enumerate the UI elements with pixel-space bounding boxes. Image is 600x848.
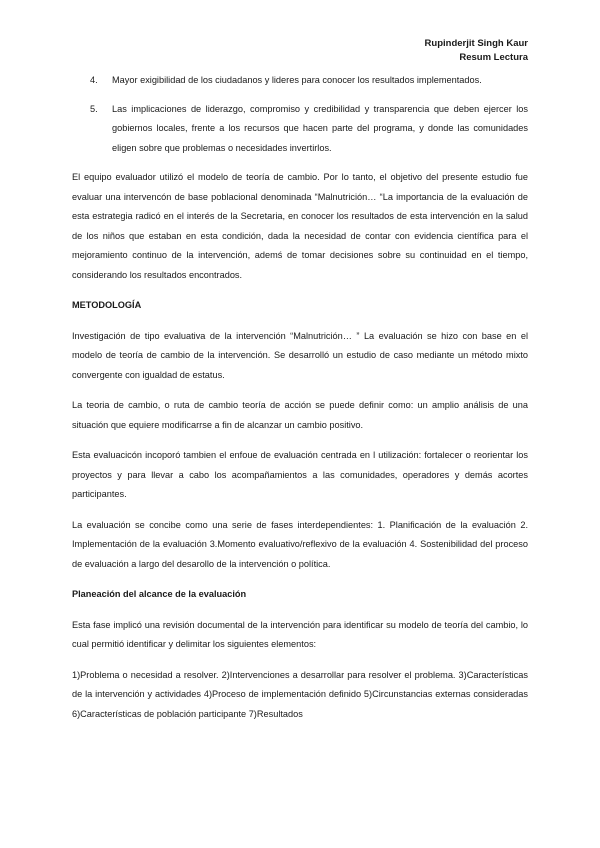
methodology-paragraph: Investigación de tipo evaluativa de la intervención “Malnutrición… ” La evaluación se hizo con base en el modelo de teoría de cambio de la intervención. Se desarrolló un estudio de caso mediante un método mixto convergente con igualdad de estatus. — [72, 330, 528, 380]
methodology-paragraph: La teoria de cambio, o ruta de cambio teoría de acción se puede definir como: un amplio análisis de una situación que equiere modificarrse a fin de alcanzar un cambio positivo. — [72, 400, 528, 430]
page-header — [425, 37, 528, 65]
list-item — [72, 71, 528, 91]
numbered-list — [72, 71, 528, 158]
list-item — [72, 100, 528, 159]
planning-heading: Planeación del alcance de la evaluación — [72, 589, 247, 599]
document-body — [72, 71, 528, 735]
planning-paragraph: Esta fase implicó una revisión documental de la intervención para identificar su modelo de teoría del cambio, lo cual permitió identificar y delimitar los siguientes elementos: — [72, 619, 528, 649]
list-item-text: Mayor exigibilidad de los ciudadanos y lideres para conocer los resultados implementados. — [112, 75, 482, 85]
methodology-paragraph: La evaluación se concibe como una serie de fases interdependientes: 1. Planificación de la evaluación 2. Implementación de la evaluación 3.Momento evaluativo/reflexivo de la evaluación 4. Sostenibilidad del proceso de evaluación a largo del desarollo de la intervención o política. — [72, 519, 528, 569]
header-author: Rupinderjit Singh Kaur — [424, 38, 528, 49]
list-item-number: 4. — [90, 75, 98, 85]
header-doc-title: Resum Lectura — [459, 52, 528, 63]
list-item-text: Las implicaciones de liderazgo, compromiso y credibilidad y transparencia que deben ejercer los gobiernos locales, frente a los recursos que hacen parte del programa, y donde las comunidades eligen sobre que problemas o necesidades invertirlos. — [112, 103, 528, 153]
list-item-number: 5. — [90, 103, 98, 114]
intro-paragraph: El equipo evaluador utilizó el modelo de teoría de cambio. Por lo tanto, el objetivo del presente estudio fue evaluar una intervencón de base poblacional denominada “Malnutrición… “La importancia de la evaluación de esta estrategia radicó en el interés de la Secretaria, en conocer los resultados de esta intervención en la salud de los niños que estaban en esta condición, dada la necesidad de contar con evidencia científica para el mejoramiento continuo de la intervención, ademś de tomar decisiones sobre su continuidad en el tiempo, considerando los resultados encontrados. — [72, 172, 528, 280]
methodology-paragraph: Esta evaluacicón incoporó tambien el enfoue de evaluación centrada en l utilización: fortalecer o reorientar los proyectos y para llevar a cabo los acompañamientos a las comunidades, operadores y demás acortes participantes. — [72, 450, 528, 499]
methodology-heading: METODOLOGÍA — [72, 300, 142, 310]
planning-paragraph: 1)Problema o necesidad a resolver. 2)Intervenciones a desarrollar para resolver el problema. 3)Características de la intervención y actividades 4)Proceso de implementación definido 5)Circunstancias externas consideradas 6)Características de población participante 7)Resultados — [72, 669, 528, 719]
